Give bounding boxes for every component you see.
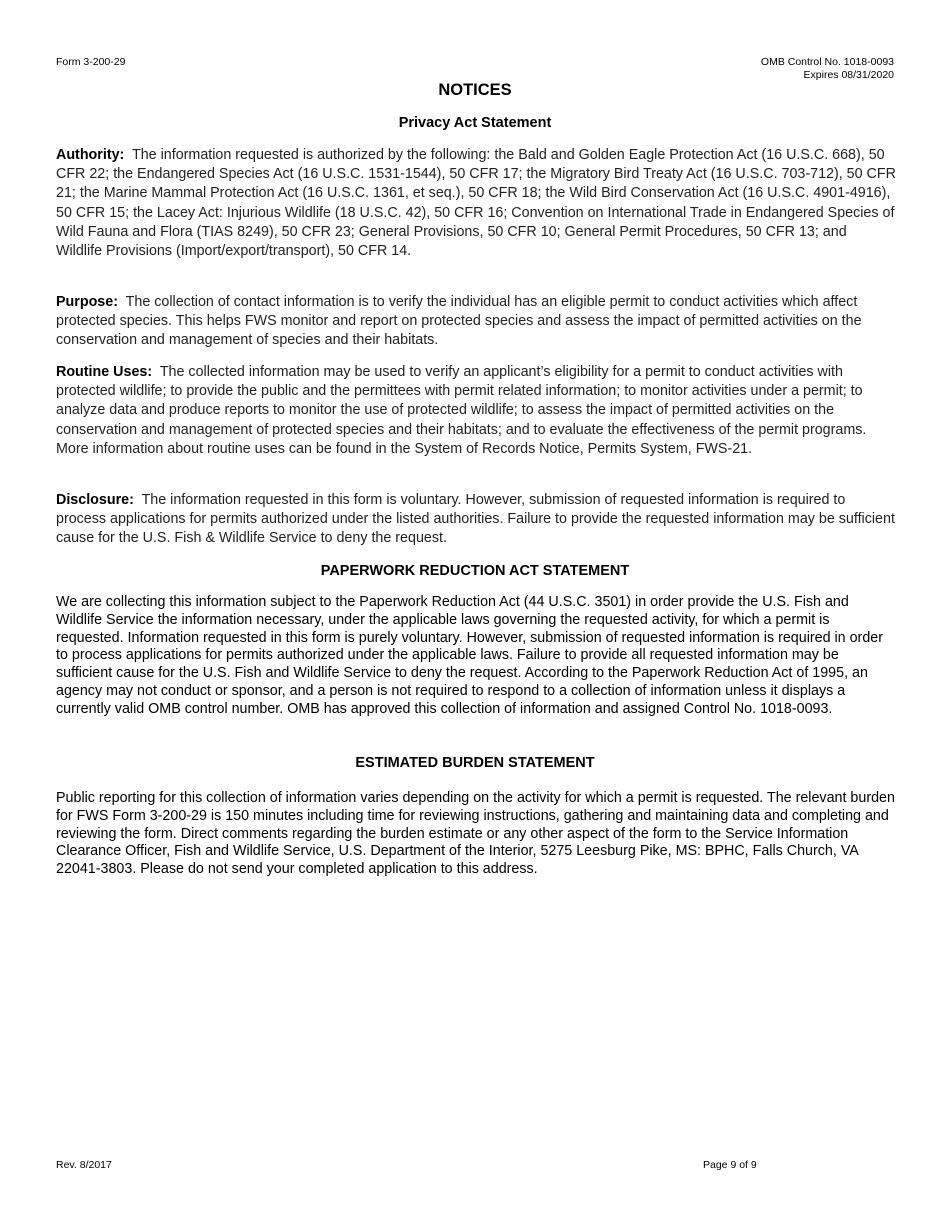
authority-label: Authority:	[56, 147, 125, 163]
form-number: Form 3-200-29	[56, 56, 126, 68]
omb-control-number: OMB Control No. 1018-0093	[760, 56, 894, 68]
expiration-date: Expires 08/31/2020	[803, 68, 894, 81]
authority-paragraph	[56, 146, 896, 261]
paperwork-heading: PAPERWORK REDUCTION ACT STATEMENT	[320, 563, 630, 579]
routine-uses-text: The collected information may be used to verify an applicant’s eligibility for a permit to conduct activities with protected wildlife; to provide the public and the permittees with permit related information; to monitor activities under a permit; to analyze data and produce reports to monitor the use of protected wildlife; to assess the impact of permitted activities on the conservation and management of protected species and their habitats; and to evaluate the effectiveness of the permit programs. More information about routine uses can be found in the System of Records Notice, Permits System, FWS-21.	[56, 364, 867, 457]
purpose-paragraph	[56, 293, 896, 351]
paperwork-text: We are collecting this information subject to the Paperwork Reduction Act (44 U.S.C. 3501) in order provide the U.S. Fish and Wildlife Service the information necessary, under the applicable laws governing the requested activity, for which a permit is requested. Information requested in this form is purely voluntary. However, submission of requested information is required in order to process applications for permits authorized under the applicable laws. Failure to provide all requested information may be sufficient cause for the U.S. Fish and Wildlife Service to deny the request. According to the Paperwork Reduction Act of 1995, an agency may not conduct or sponsor, and a person is not required to respond to a collection of information unless it displays a currently valid OMB control number. OMB has approved this collection of information and assigned Control No. 1018-0093.	[56, 594, 883, 717]
disclosure-text: The information requested in this form is voluntary. However, submission of requested information is required to process applications for permits authorized under the listed authorities. Failure to provide the requested information may be sufficient cause for the U.S. Fish & Wildlife Service to deny the request.	[56, 492, 895, 547]
disclosure-paragraph	[56, 491, 896, 549]
disclosure-label: Disclosure:	[56, 492, 134, 508]
revision-date: Rev. 8/2017	[56, 1159, 112, 1171]
page-number: Page 9 of 9	[703, 1159, 757, 1171]
privacy-act-heading: Privacy Act Statement	[398, 115, 552, 131]
purpose-text: The collection of contact information is to verify the individual has an eligible permit to conduct activities which affect protected species. This helps FWS monitor and report on protected species and assess the impact of permitted activities on the conservation and management of species and their habitats.	[56, 294, 862, 349]
purpose-label: Purpose:	[56, 294, 118, 310]
burden-heading: ESTIMATED BURDEN STATEMENT	[355, 755, 595, 771]
routine-uses-paragraph	[56, 363, 896, 459]
burden-text: Public reporting for this collection of information varies depending on the activity for which a permit is requested. The relevant burden for FWS Form 3-200-29 is 150 minutes including time for reviewing instructions, gathering and maintaining data and completing and reviewing the form. Direct comments regarding the burden estimate or any other aspect of the form to the Service Information Clearance Officer, Fish and Wildlife Service, U.S. Department of the Interior, 5275 Leesburg Pike, MS: BPHC, Falls Church, VA 22041-3803. Please do not send your completed application to this address.	[56, 790, 895, 878]
omb-control-block	[761, 56, 894, 81]
authority-text: The information requested is authorized by the following: the Bald and Golden Eagle Protection Act (16 U.S.C. 668), 50 CFR 22; the Endangered Species Act (16 U.S.C. 1531-1544), 50 CFR 17; the Migratory Bird Treaty Act (16 U.S.C. 703-712), 50 CFR 21; the Marine Mammal Protection Act (16 U.S.C. 1361, et seq.), 50 CFR 18; the Wild Bird Conservation Act (16 U.S.C. 4901-4916), 50 CFR 15; the Lacey Act: Injurious Wildlife (18 U.S.C. 42), 50 CFR 16; Convention on International Trade in Endangered Species of Wild Fauna and Flora (TIAS 8249), 50 CFR 23; General Provisions, 50 CFR 10; General Permit Procedures, 50 CFR 13; and Wildlife Provisions (Import/export/transport), 50 CFR 14.	[56, 147, 896, 260]
page-title: NOTICES	[438, 81, 512, 99]
routine-uses-label: Routine Uses:	[56, 364, 153, 380]
